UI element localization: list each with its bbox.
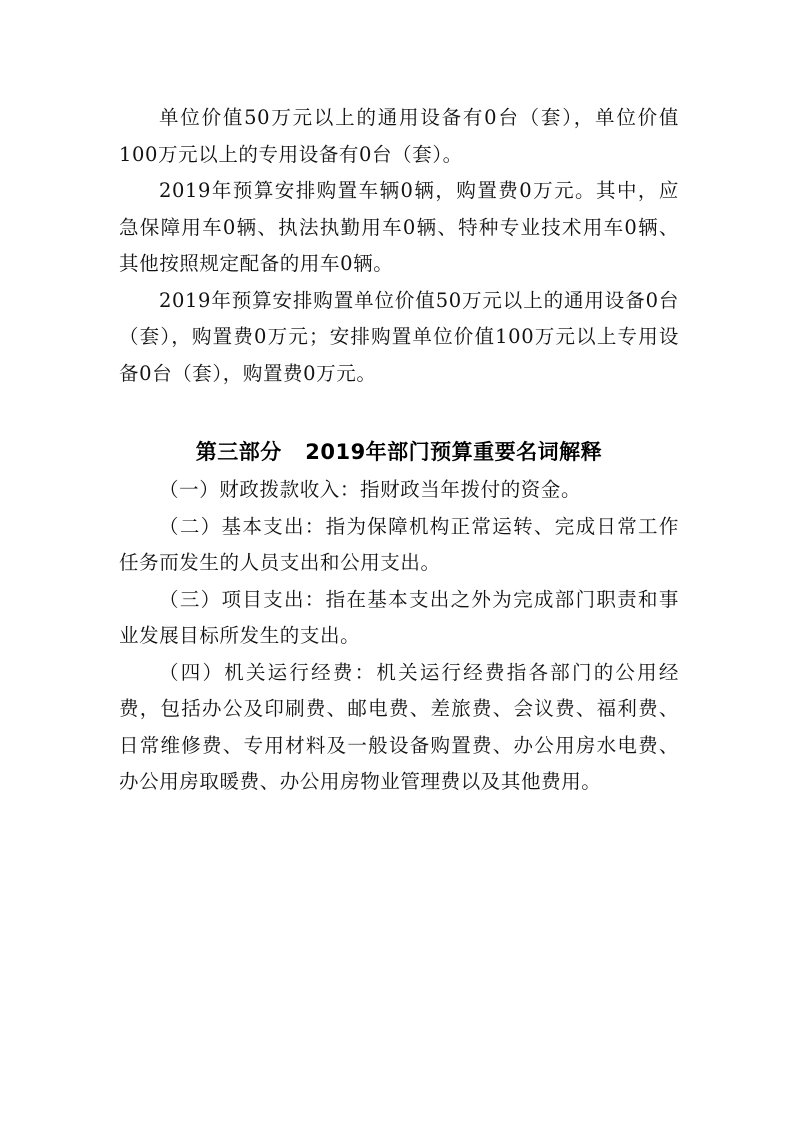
section-title: 第三部分 2019年部门预算重要名词解释 [195,440,603,464]
definition-operating-funds: （四）机关运行经费：机关运行经费指各部门的公用经费，包括办公及印刷费、邮电费、差旅费、会议费、福利费、日常维修费、专用材料及一般设备购置费、办公用房水电费、办公用房取暖费、办公用房物业管理费以及其他费用。 [119,660,679,793]
paragraph-equipment-value: 单位价值50万元以上的通用设备有0台（套），单位价值100万元以上的专用设备有0台（套）。 [119,106,679,166]
paragraph-vehicle-purchase: 2019年预算安排购置车辆0辆，购置费0万元。其中，应急保障用车0辆、执法执勤用车0辆、特种专业技术用车0辆、其他按照规定配备的用车0辆。 [119,179,679,275]
definition-fiscal-appropriation: （一）财政拨款收入：指财政当年拨付的资金。 [159,478,582,501]
section-spacer [119,392,679,432]
paragraph-equipment-purchase: 2019年预算安排购置单位价值50万元以上的通用设备0台（套），购置费0万元；安排购置单位价值100万元以上专用设备0台（套），购置费0万元。 [119,288,679,385]
document-body [119,100,679,801]
definition-project-expenditure: （三）项目支出：指在基本支出之外为完成部门职责和事业发展目标所发生的支出。 [119,587,679,647]
definition-basic-expenditure: （二）基本支出：指为保障机构正常运转、完成日常工作任务而发生的人员支出和公用支出。 [119,514,679,574]
